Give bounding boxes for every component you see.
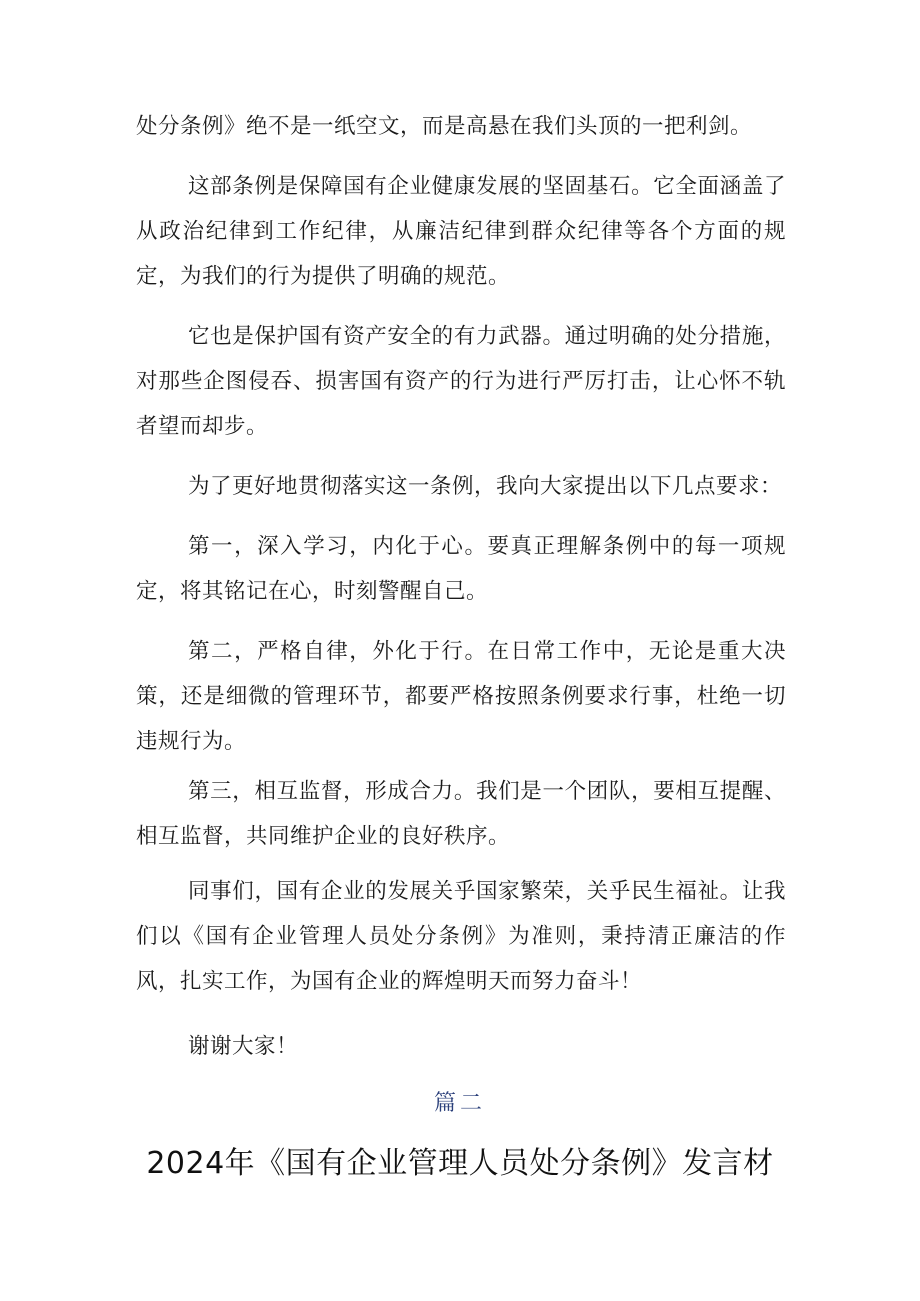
paragraph-thanks: 谢谢大家！ [188,1034,299,1059]
paragraph-weapon: 它也是保护国有资产安全的有力武器。通过明确的处分措施，对那些企图侵吞、损害国有资产的行为进行严厉打击，让心怀不轨者望而却步。 [136,324,786,439]
paragraph-closing: 同事们，国有企业的发展关乎国家繁荣，关乎民生福祉。让我们以《国有企业管理人员处分条例》为准则，秉持清正廉洁的作风，扎实工作，为国有企业的辉煌明天而努力奋斗！ [136,879,786,994]
paragraph-second-requirement: 第二，严格自律，外化于行。在日常工作中，无论是重大决策，还是细微的管理环节，都要严格按照条例要求行事，杜绝一切违规行为。 [136,639,786,754]
paragraph-first-requirement: 第一，深入学习，内化于心。要真正理解条例中的每一项规定，将其铭记在心，时刻警醒自己。 [136,534,786,604]
paragraph-continuation: 处分条例》绝不是一纸空文，而是高悬在我们头顶的一把利剑。 [136,114,753,139]
section-label: 篇二 [433,1091,486,1116]
paragraph-third-requirement: 第三，相互监督，形成合力。我们是一个团队，要相互提醒、相互监督，共同维护企业的良好秩序。 [136,779,786,849]
paragraph-foundation: 这部条例是保障国有企业健康发展的坚固基石。它全面涵盖了从政治纪律到工作纪律，从廉洁纪律到群众纪律等各个方面的规定，为我们的行为提供了明确的规范。 [136,174,786,289]
section-heading: 2024年《国有企业管理人员处分条例》发言材 [146,1146,774,1181]
paragraph-requirements-intro: 为了更好地贯彻落实这一条例，我向大家提出以下几点要求： [188,474,783,499]
